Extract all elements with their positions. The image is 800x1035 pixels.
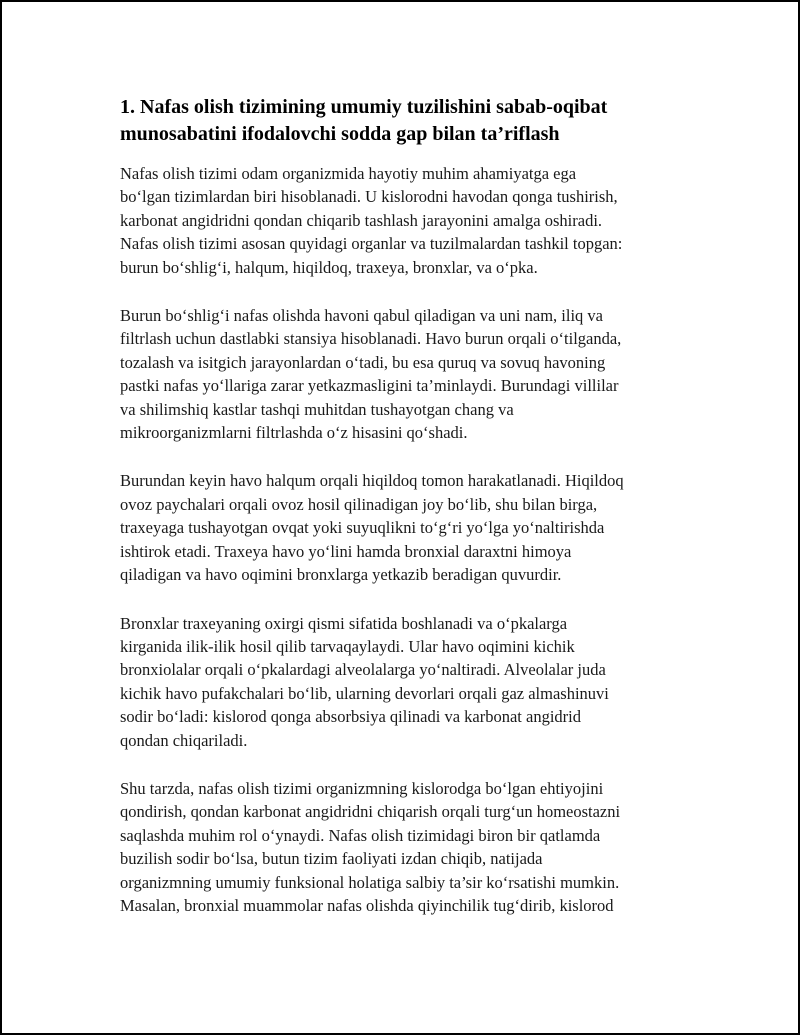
paragraph-intro: Nafas olish tizimi odam organizmida hayotiy muhim ahamiyatga ega bo‘lgan tizimlardan biri hisoblanadi. U kislorodni havodan qonga tushirish, karbonat angidridni qondan chiqarib tashlash jarayonini amalga oshiradi. Nafas olish tizimi asosan quyidagi organlar va tuzilmalardan tashkil topgan: burun bo‘shlig‘i, halqum, hiqildoq, traxeya, bronxlar, va o‘pka. bbox=[120, 164, 623, 277]
paragraph-bronchi-alveoli: Bronxlar traxeyaning oxirgi qismi sifatida boshlanadi va o‘pkalarga kirganida ilik-ilik hosil qilib tarvaqaylaydi. Ular havo oqimini kichik bronxiolalar orqali o‘pkalardagi alveolalarga yo‘naltiradi. Alveolalar juda kichik havo pufakchalari bo‘lib, ularning devorlari orqali gaz almashinuvi sodir bo‘ladi: kislorod qonga absorbsiya qilinadi va karbonat angidrid qondan chiqariladi. bbox=[120, 613, 609, 750]
paragraph-conclusion: Shu tarzda, nafas olish tizimi organizmning kislorodga bo‘lgan ehtiyojini qondirish, qondan karbonat angidridni chiqarish orqali turg‘un homeostazni saqlashda muhim rol o‘ynaydi. Nafas olish tizimidagi biron bir qatlamda buzilish sodir bo‘lsa, butun tizim faoliyati izdan chiqib, natijada organizmning umumiy funksional holatiga salbiy ta’sir ko‘rsatishi mumkin. Masalan, bronxial muammolar nafas olishda qiyinchilik tug‘dirib, kislorod bbox=[120, 778, 621, 915]
paragraph-larynx-trachea: Burundan keyin havo halqum orqali hiqildoq tomon harakatlanadi. Hiqildoq ovoz paychalari orqali ovoz hosil qilinadigan joy bo‘lib, shu bilan birga, traxeyaga tushayotgan ovqat yoki suyuqlikni to‘g‘ri yo‘lga yo‘naltirishda ishtirok etadi. Traxeya havo yo‘lini hamda bronxial daraxtni himoya qiladigan va havo oqimini bronxlarga yetkazib beradigan quvurdir. bbox=[120, 471, 624, 585]
section-heading: 1. Nafas olish tizimining umumiy tuzilishini sabab-oqibat munosabatini ifodalovchi sodda gap bilan ta’riflash bbox=[120, 96, 608, 145]
paragraph-nasal-cavity: Burun bo‘shlig‘i nafas olishda havoni qabul qiladigan va uni nam, iliq va filtrlash uchun dastlabki stansiya hisoblanadi. Havo burun orqali o‘tilganda, tozalash va isitgich jarayonlardan o‘tadi, bu esa quruq va sovuq havoning pastki nafas yo‘llariga zarar yetkazmasligini ta’minlaydi. Burundagi villilar va shilimshiq kastlar tashqi muhitdan tushayotgan chang va mikroorganizmlarni filtrlashda o‘z hisasini qo‘shadi. bbox=[120, 306, 622, 443]
document-body bbox=[120, 94, 700, 942]
